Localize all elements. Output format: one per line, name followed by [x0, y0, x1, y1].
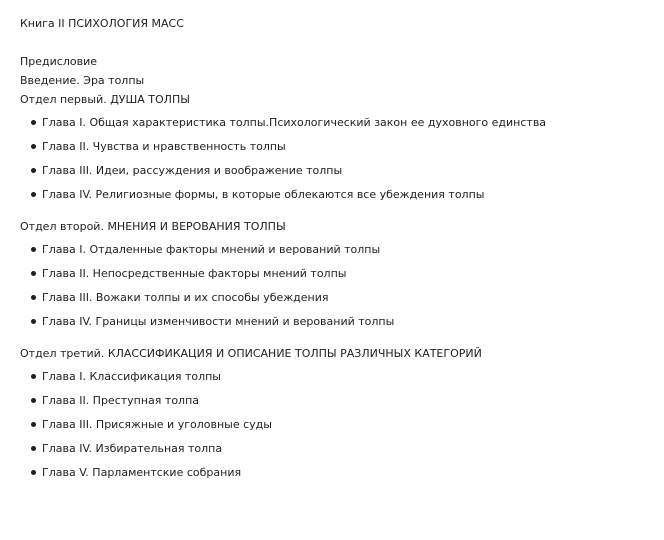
bullet-icon — [31, 398, 36, 403]
bullet-icon — [31, 319, 36, 324]
book-title: Книга II ПСИХОЛОГИЯ МАСС — [20, 17, 184, 30]
bullet-icon — [31, 446, 36, 451]
chapter-list — [20, 367, 650, 487]
chapter-item[interactable] — [20, 137, 650, 161]
chapter-item[interactable] — [20, 312, 650, 336]
bullet-icon — [31, 271, 36, 276]
chapter-label: Глава IV. Религиозные формы, в которые облекаются все убеждения толпы — [42, 188, 485, 201]
chapter-label: Глава II. Преступная толпа — [42, 394, 200, 407]
bullet-icon — [31, 168, 36, 173]
chapter-item[interactable] — [20, 240, 650, 264]
chapter-label: Глава II. Чувства и нравственность толпы — [42, 140, 286, 153]
chapter-list — [20, 113, 650, 209]
bullet-icon — [31, 295, 36, 300]
chapter-item[interactable] — [20, 439, 650, 463]
chapter-item[interactable] — [20, 264, 650, 288]
chapter-item[interactable] — [20, 391, 650, 415]
chapter-label: Глава III. Идеи, рассуждения и воображение толпы — [42, 164, 343, 177]
section-title[interactable]: Отдел третий. КЛАССИФИКАЦИЯ И ОПИСАНИЕ ТОЛПЫ РАЗЛИЧНЫХ КАТЕГОРИЙ — [20, 347, 482, 360]
chapter-item[interactable] — [20, 367, 650, 391]
chapter-label: Глава I. Классификация толпы — [42, 370, 221, 383]
chapter-label: Глава IV. Границы изменчивости мнений и верований толпы — [42, 315, 395, 328]
bullet-icon — [31, 120, 36, 125]
bullet-icon — [31, 422, 36, 427]
bullet-icon — [31, 144, 36, 149]
chapter-label: Глава I. Отдаленные факторы мнений и верований толпы — [42, 243, 381, 256]
chapter-item[interactable] — [20, 161, 650, 185]
table-of-contents — [20, 14, 650, 495]
chapter-label: Глава III. Присяжные и уголовные суды — [42, 418, 272, 431]
section-title[interactable]: Отдел второй. МНЕНИЯ И ВЕРОВАНИЯ ТОЛПЫ — [20, 220, 286, 233]
chapter-list — [20, 240, 650, 336]
chapter-label: Глава IV. Избирательная толпа — [42, 442, 223, 455]
chapter-label: Глава III. Вожаки толпы и их способы убеждения — [42, 291, 329, 304]
bullet-icon — [31, 470, 36, 475]
chapter-item[interactable] — [20, 415, 650, 439]
section-2 — [20, 217, 650, 336]
chapter-item[interactable] — [20, 463, 650, 487]
bullet-icon — [31, 247, 36, 252]
chapter-item[interactable] — [20, 288, 650, 312]
chapter-label: Глава I. Общая характеристика толпы.Психологический закон ее духовного единства — [42, 116, 547, 129]
section-title[interactable]: Отдел первый. ДУША ТОЛПЫ — [20, 93, 190, 106]
toc-item-preface[interactable]: Предисловие — [20, 55, 97, 68]
toc-item-introduction[interactable]: Введение. Эра толпы — [20, 74, 145, 87]
chapter-item[interactable] — [20, 185, 650, 209]
chapter-label: Глава V. Парламентские собрания — [42, 466, 242, 479]
bullet-icon — [31, 374, 36, 379]
section-1 — [20, 90, 650, 209]
section-3 — [20, 344, 650, 487]
chapter-item[interactable] — [20, 113, 650, 137]
chapter-label: Глава II. Непосредственные факторы мнений толпы — [42, 267, 347, 280]
bullet-icon — [31, 192, 36, 197]
